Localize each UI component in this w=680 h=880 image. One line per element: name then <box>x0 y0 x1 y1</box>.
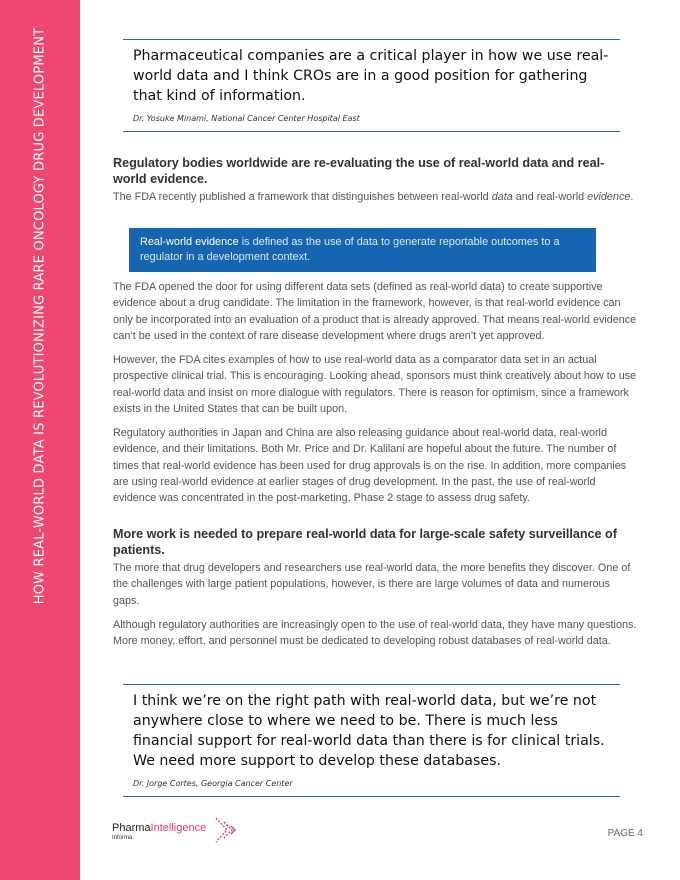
body-paragraph: Regulatory authorities in Japan and China are also releasing guidance about real-world data, real-world evidence, and their limitations. Both Mr. Price and Dr. Kalilani are hopeful about the future. The number of times that real-world evidence has been used for drug approvals is on the rise. In addition, more companies are using real-world evidence at earlier stages of drug development. In the past, the use of real-world evidence was concentrated in the post-marketing, Phase 2 stage to assess drug safety. <box>113 427 627 505</box>
quote-text: I think we’re on the right path with real-world data, but we’re not anywhere close to where we need to be. There is much less financial support for real-world data than there is for clinical trials. We need more support to develop these databases. <box>133 693 605 769</box>
logo-wordmark <box>112 822 206 834</box>
chevron-arrows-icon <box>213 812 241 848</box>
body-paragraph: Although regulatory authorities are increasingly open to the use of real-world data, they have many questions. More money, effort, and personnel must be dedicated to developing robust databases of real-world data. <box>113 619 637 648</box>
callout-definition: is defined as the use of data to generate reportable outcomes to a regulator in a development context. <box>140 236 560 263</box>
quote-attribution: Dr. Jorge Cortes, Georgia Cancer Center <box>133 779 293 788</box>
pharma-intelligence-logo <box>112 812 252 848</box>
intro-text: . <box>630 191 634 203</box>
body-paragraph: However, the FDA cites examples of how to use real-world data as a comparator data set in an actual prospective clinical trial. This is encouraging. Looking ahead, sponsors must think creatively about how to use real-world data and insist on more dialogue with regulators. There is reason for optimism, since a framework exists in the United States that can be built upon. <box>113 354 637 415</box>
running-title: HOW REAL-WORLD DATA IS REVOLUTIONIZING RARE ONCOLOGY DRUG DEVELOPMENT <box>32 27 48 605</box>
page-number: PAGE 4 <box>607 828 643 839</box>
logo-informa: Informa <box>112 835 133 841</box>
callout-term: Real-world evidence <box>140 236 239 248</box>
quote-text: Pharmaceutical companies are a critical player in how we use real-world data and I think CROs are in a good position for gathering that kind of information. <box>133 48 609 104</box>
definition-callout <box>129 228 596 272</box>
intro-emphasis: evidence <box>587 191 631 203</box>
intro-text: The FDA recently published a framework that distinguishes between real-world <box>113 191 492 203</box>
pull-quote <box>123 39 620 132</box>
intro-text: and real-world <box>512 191 588 203</box>
sidebar <box>0 0 80 880</box>
logo-pharma: Pharma <box>112 822 151 834</box>
body-paragraph: The FDA opened the door for using different data sets (defined as real-world data) to create supportive evidence about a drug candidate. The limitation in the framework, however, is that real-world evidence can only be incorporated into an evaluation of a product that is already approved. That means real-world evidence can’t be used in the context of rare disease development where drugs aren’t yet approved. <box>113 281 637 342</box>
logo-intelligence: Intelligence <box>150 822 207 834</box>
quote-attribution: Dr. Yosuke Minami, National Cancer Center Hospital East <box>133 114 360 123</box>
section-heading: More work is needed to prepare real-world data for large-scale safety surveillance of patients. <box>113 527 617 557</box>
intro-emphasis: data <box>491 191 513 203</box>
intro-paragraph <box>113 189 638 205</box>
pull-quote <box>123 684 620 797</box>
section-heading: Regulatory bodies worldwide are re-evaluating the use of real-world data and real-world evidence. <box>113 156 605 186</box>
body-paragraph: The more that drug developers and researchers use real-world data, the more benefits they discover. One of the challenges with large patient populations, however, is there are large volumes of data and numerous gaps. <box>113 562 631 607</box>
